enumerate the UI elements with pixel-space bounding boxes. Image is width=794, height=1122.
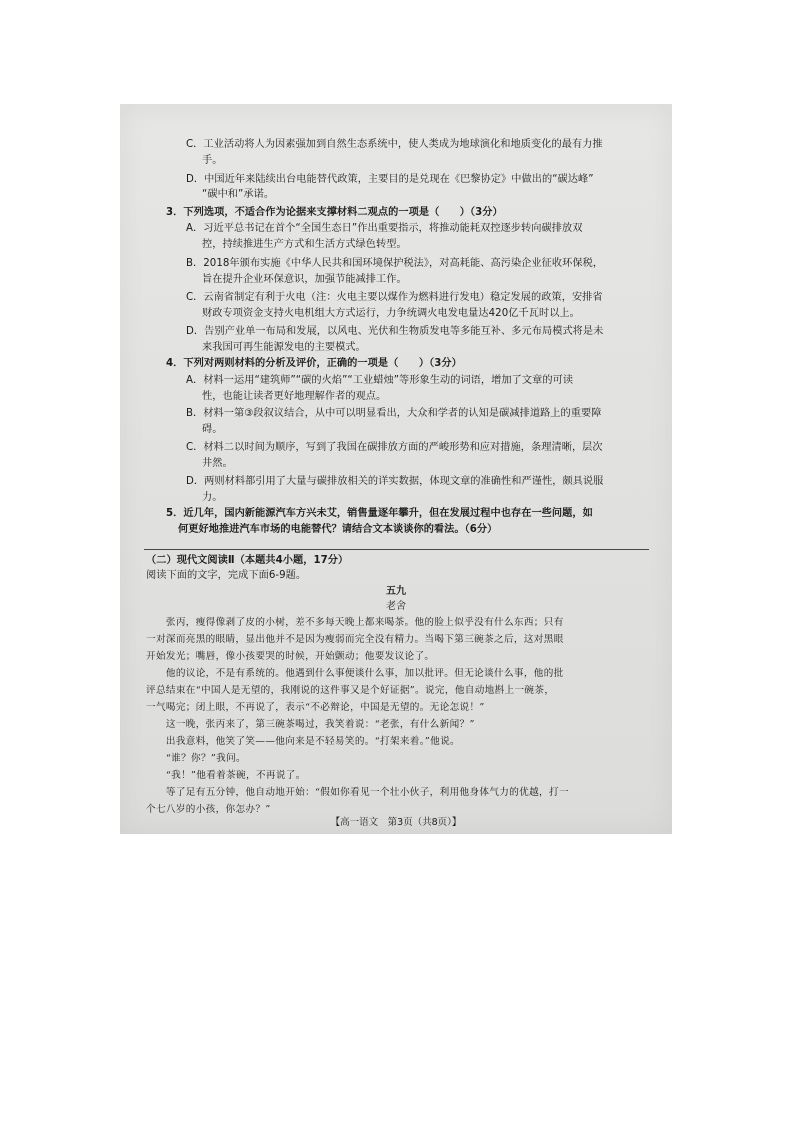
q2-option-d-line1: D．中国近年来陆续出台电能替代政策，主要目的是兑现在《巴黎协定》中做出的“碳达峰”	[186, 174, 594, 185]
q4-option-a-line2: 性，也能让读者更好地理解作者的观点。	[202, 391, 387, 402]
q3-option-d-line1: D．告别产业单一布局和发展，以风电、光伏和生物质发电等多能互补、多元布局模式将是未	[186, 326, 604, 337]
story-line: 开始发光；嘴唇，像小孩要哭的时候，开始颤动；他要发议论了。	[146, 651, 435, 662]
story-line: 个七八岁的小孩，你怎办？”	[146, 804, 271, 815]
story-title: 五九	[386, 586, 406, 597]
q4-option-b-line2: 碍。	[202, 424, 223, 435]
q2-option-c-line2: 手。	[202, 155, 223, 166]
story-line: “我！”他看着茶碗，不再说了。	[146, 770, 306, 781]
q3-option-a-line1: A．习近平总书记在首个“全国生态日”作出重要指示，将推动能耗双控逐步转向碳排放双	[186, 223, 583, 234]
story-line: 评总结束在“中国人是无望的，我刚说的这件事又是个好证据”。说完，他自动地斟上一碗茶，	[146, 685, 555, 696]
q2-option-c-line1: C．工业活动将人为因素强加到自然生态系统中，使人类成为地球演化和地质变化的最有力推	[186, 139, 603, 150]
section2-instruction: 阅读下面的文字，完成下面6-9题。	[146, 570, 307, 581]
q5-line1: 5．近几年，国内新能源汽车方兴未艾，销售量逐年攀升，但在发展过程中也存在一些问题，如	[166, 508, 593, 519]
page-footer: 【高一语文 第3页（共8页）】	[330, 817, 462, 828]
q4-option-a-line1: A．材料一运用“建筑师”“碳的火焰”“工业蜡烛”等形象生动的词语，增加了文章的可读	[186, 375, 574, 386]
q4-option-d-line1: D．两则材料都引用了大量与碳排放相关的详实数据，体现文章的准确性和严谨性，颇具说服	[186, 476, 604, 487]
section-divider	[144, 549, 649, 550]
scanned-exam-page	[120, 104, 672, 834]
q3-option-d-line2: 来我国可再生能源发电的主要模式。	[202, 342, 366, 353]
q2-option-d-line2: “碳中和”承诺。	[202, 189, 275, 200]
story-line: “谁？你？”我问。	[146, 753, 247, 764]
story-line: 他的议论，不是有系统的。他遇到什么事便谈什么事，加以批评。但无论谈什么事，他的批	[146, 668, 564, 679]
story-line: 一对深而亮黑的眼睛，显出他并不是因为瘦弱而完全没有精力。当喝下第三碗茶之后，这对黑眼	[146, 634, 564, 645]
q4-option-d-line2: 力。	[202, 492, 223, 503]
q3-option-b-line1: B．2018年颁布实施《中华人民共和国环境保护税法》，对高耗能、高污染企业征收环保税，	[186, 258, 604, 269]
story-line: 张丙，瘦得像剥了皮的小树，差不多每天晚上都来喝茶。他的脸上似乎没有什么东西；只有	[146, 617, 564, 628]
q5-line2: 何更好地推进汽车市场的电能替代？请结合文本谈谈你的看法。（6分）	[178, 524, 498, 535]
story-author: 老舍	[386, 601, 406, 612]
q3-option-b-line2: 旨在提升企业环保意识，加强节能减排工作。	[202, 274, 407, 285]
story-line: 一气喝完；闭上眼，不再说了，表示“不必辩论，中国是无望的。无论怎说！”	[146, 702, 485, 713]
section2-heading: （二）现代文阅读Ⅱ（本题共4小题，17分）	[146, 555, 349, 566]
q3-stem: 3．下列选项，不适合作为论据来支撑材料二观点的一项是（ ）（3分）	[166, 207, 503, 218]
q4-option-c-line2: 井然。	[202, 458, 233, 469]
q3-option-a-line2: 控，持续推进生产方式和生活方式绿色转型。	[202, 239, 407, 250]
story-line: 这一晚，张丙来了，第三碗茶喝过，我笑着说：“老张，有什么新闻？”	[146, 719, 475, 730]
story-line: 等了足有五分钟，他自动地开始：“假如你看见一个壮小伙子，利用他身体气力的优越，打一	[146, 787, 569, 798]
q4-option-c-line1: C．材料二以时间为顺序，写到了我国在碳排放方面的严峻形势和应对措施，条理清晰，层次	[186, 442, 603, 453]
story-line: 出我意料，他笑了笑——他向来是不轻易笑的。“打架来着。”他说。	[146, 736, 460, 747]
q3-option-c-line1: C．云南省制定有利于火电（注：火电主要以煤作为燃料进行发电）稳定发展的政策，安排省	[186, 292, 603, 303]
q4-option-b-line1: B．材料一第③段叙议结合，从中可以明显看出，大众和学者的认知是碳减排道路上的重要障	[186, 408, 602, 419]
q4-stem: 4．下列对两则材料的分析及评价，正确的一项是（ ）（3分）	[166, 358, 462, 369]
q3-option-c-line2: 财政专项资金支持火电机组大方式运行，力争统调火电发电量达420亿千瓦时以上。	[202, 308, 580, 319]
